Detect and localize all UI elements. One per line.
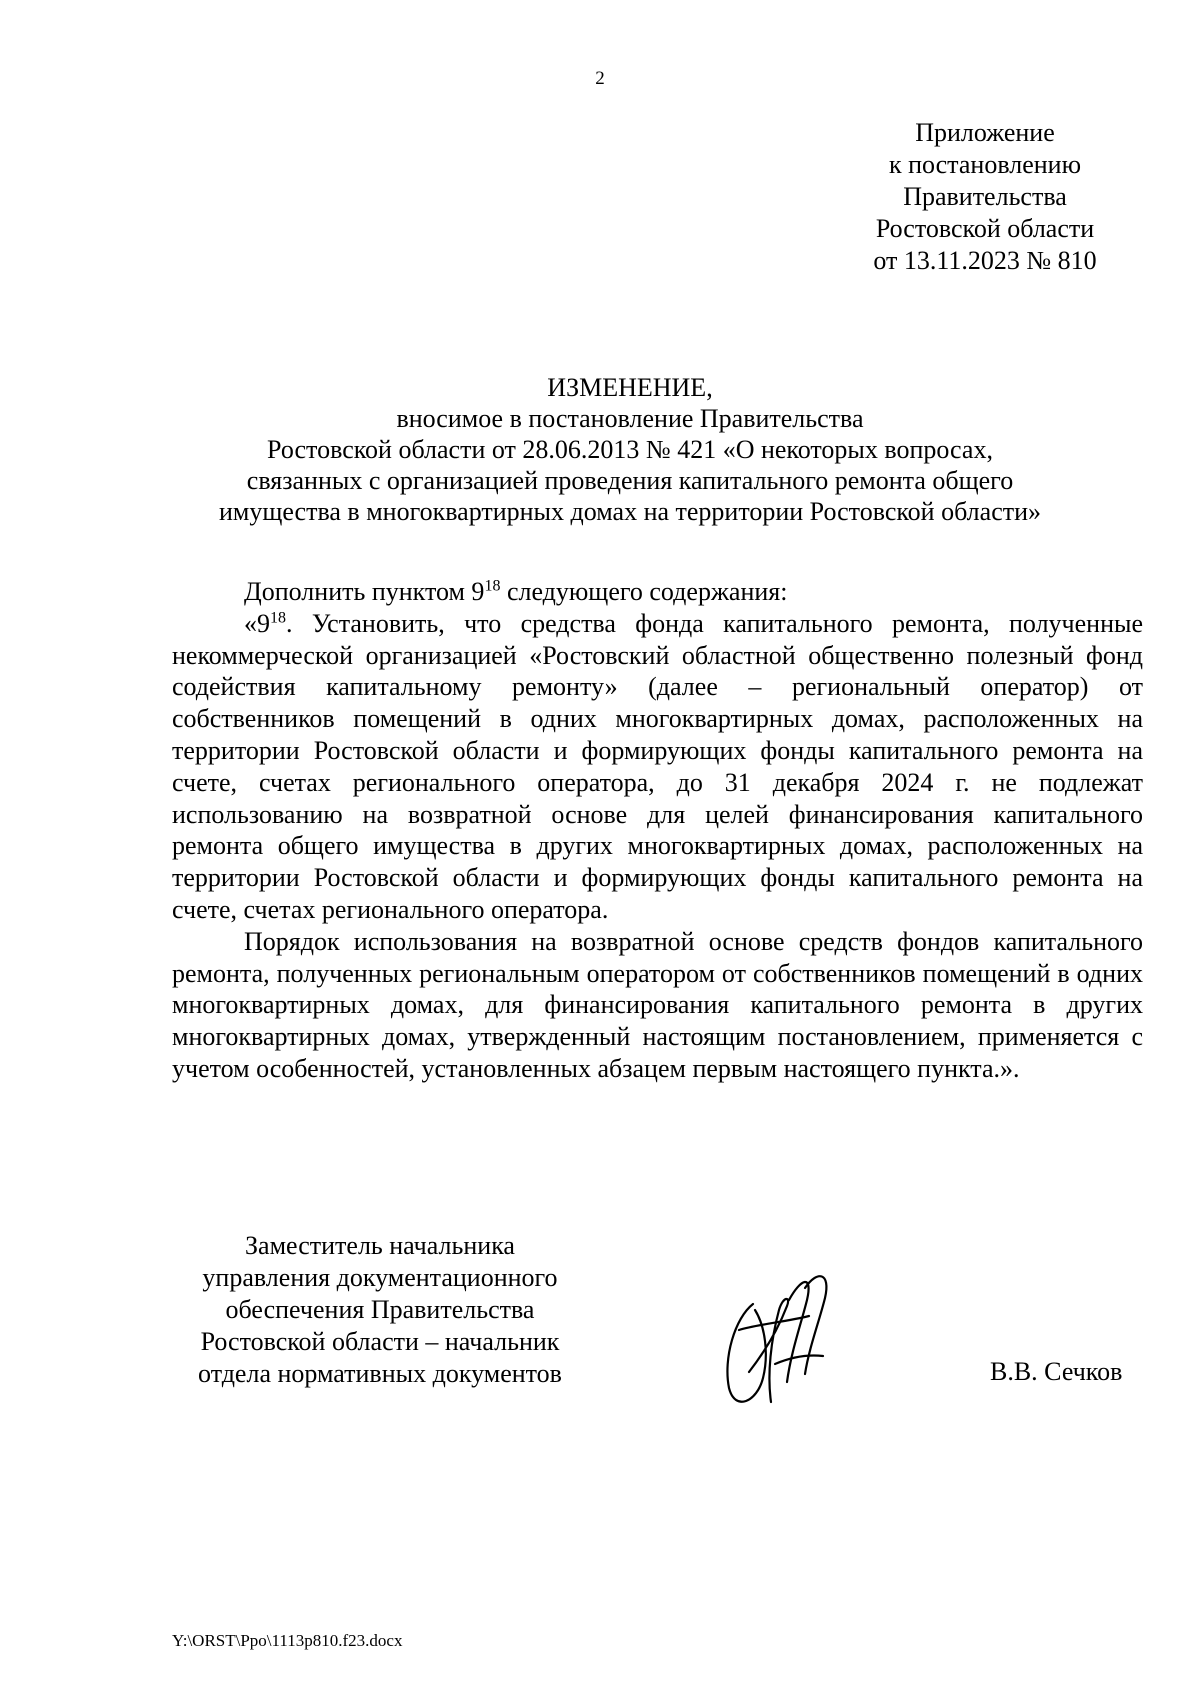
appendix-line: Ростовской области	[875, 214, 1095, 243]
paragraph-procedure: Порядок использования на возвратной основе средств фондов капитального ремонта, полученных региональным оператором от собственников помещений в одних многоквартирных домах, для финансирования капитального ремонта в других многоквартирных домах, утвержденный настоящим постановлением, применяется с учетом особенностей, установленных абзацем первым настоящего пункта.».	[172, 926, 1143, 1083]
appendix-line: Приложение	[915, 118, 1055, 147]
paragraph-text: следующего содержания:	[500, 577, 788, 606]
page-number: 2	[595, 68, 605, 89]
paragraph-text: «9	[244, 608, 270, 638]
appendix-block	[790, 117, 1180, 277]
document-title	[160, 372, 1100, 527]
superscript: 18	[484, 577, 501, 595]
position-line: Ростовской области – начальник	[200, 1327, 560, 1356]
signer-name: В.В. Сечков	[990, 1357, 1123, 1386]
handwritten-signature	[705, 1270, 855, 1420]
title-line: имущества в многоквартирных домах на территории Ростовской области»	[218, 497, 1042, 526]
paragraph-intro	[172, 576, 1143, 608]
file-path: Y:\ORST\Ppo\1113p810.f23.docx	[172, 1631, 403, 1650]
position-line: обеспечения Правительства	[225, 1295, 535, 1324]
signatory-position	[170, 1230, 590, 1390]
paragraph-clause	[172, 608, 1143, 926]
title-line: вносимое в постановление Правительства	[396, 404, 864, 433]
position-line: управления документационного	[202, 1263, 558, 1292]
title-line: Ростовской области от 28.06.2013 № 421 «О некоторых вопросах,	[267, 435, 993, 464]
paragraph-text: . Установить, что средства фонда капитального ремонта, полученные некоммерческой организацией «Ростовский областной общественно полезный фонд содействия капитальному ремонту» (далее – региональный оператор) от собственников помещений в одних многоквартирных домах, расположенных на территории Ростовской области и формирующих фонды капитального ремонта на счете, счетах регионального оператора, до 31 декабря 2024 г. не подлежат использованию на возвратной основе для целей финансирования капитального ремонта общего имущества в других многоквартирных домах, расположенных на территории Ростовской области и формирующих фонды капитального ремонта на счете, счетах регионального оператора.	[172, 608, 1143, 924]
appendix-line: Правительства	[903, 182, 1067, 211]
title-line: связанных с организацией проведения капитального ремонта общего	[246, 466, 1014, 495]
appendix-line: к постановлению	[888, 150, 1082, 179]
superscript: 18	[270, 609, 286, 627]
title-heading: ИЗМЕНЕНИЕ,	[547, 373, 713, 402]
appendix-line: от 13.11.2023 № 810	[873, 246, 1097, 275]
document-body	[172, 576, 1143, 1085]
paragraph-text: Дополнить пунктом 9	[244, 577, 485, 606]
position-line: Заместитель начальника	[245, 1231, 515, 1260]
position-line: отдела нормативных документов	[198, 1359, 562, 1388]
